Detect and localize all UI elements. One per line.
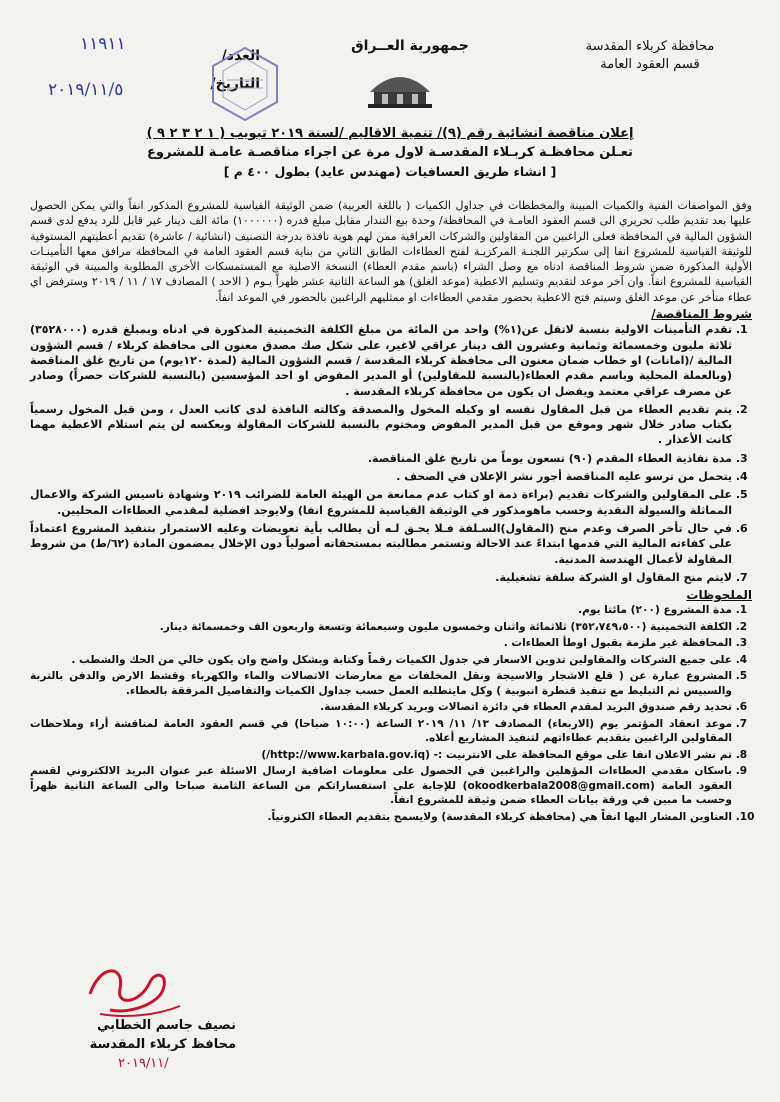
signature-date bbox=[118, 1056, 169, 1071]
number-label: العدد/ bbox=[221, 48, 260, 64]
signature-icon bbox=[70, 944, 190, 1024]
note-item: 8. تم نشر الاعلان انفا على موقع المحافظة على الانترنيت :- (http://www.karbala.gov.iq/) bbox=[30, 748, 732, 763]
date-value: ٢٠١٩/١١/٥ bbox=[48, 80, 124, 100]
note-item: 2. الكلفة التخمينية (٣٥٢،٧٤٩،٥٠٠) ثلاثمائة واثنان وخمسون مليون وسبعمائة وتسعة واربعون الف وخمسمائة دينار. bbox=[30, 620, 732, 635]
intro-paragraph: وفق المواصفات الفنية والكميات المبينة والمخططات في جداول الكميات ( باللغة العربية) ضمن الوثيقة القياسية للمشروع المذكور انفاً والتي يمكن الحصول عليها بعد تقديم طلب تحريري الى قسم العقود العامـة في المحافظة/ وحدة بيع التندار مقابل مبلغ قدره (١٠٠٠٠٠٠) مائة الف دينار غير قابل للرد يدفع لدى قسم الشؤون المالية في المحافظة فعلى الراغبين من المقاولين والشركات العراقية ممن لهم هوية نافذة بدرجة التصنيف (انشائية / عاشرة) تقديم أعطيتهم المستوفية للوثيقة القياسية للمشروع انفا إلى سكرتير اللجنـة المركزيـة لفتح العطاءات الطابق الثاني من بناية قسم العقود العامة في المحافظة مرافق معها التأمينـات الأولية المذكورة ضمن شروط المناقصة ادناه مع وصل الشراء (باسم مقدم العطاء) النسخة الاصلية مع المستمسكات الأخرى المطلوبة والمبينة في الوثيقة القياسية للمشروع انفاً. وان آخر موعد لتقديم وتسليم الاعطية (موعد الغلق) هو الساعة الثانية عشر ظهراً يـوم ( الاحد ) المصادف ١٧ / ١١ / ٢٠١٩ وسترفض اي عطاء متأخر عن موعد الغلق وسيتم فتح الاعطية بحضور مقدمي العطاءات او ممثليهم الراغبين بالحضور في الموعد انفاً. bbox=[30, 199, 752, 304]
condition-item: 3. مدة نفاذية العطاء المقدم (٩٠) تسعون يوماً من تاريخ غلق المناقصة. bbox=[30, 451, 732, 466]
announcement-titles bbox=[30, 124, 750, 181]
issuer-block bbox=[550, 38, 750, 74]
note-item: 5. المشروع عبارة عن ( قلع الاشجار والاسيجة ونقل المخلفات مع معارضات الاتصالات والماء والكهرباء وقشط الارض والدفن بالتربة والسبيس ثم التبليط مع تنفيذ قنطرة انبوبية ) وكل مايتطلبه العمل حسب جداول الكميات والتفاصيل المرفقة بالعطاء. bbox=[30, 669, 732, 698]
date-label: التاريخ/ bbox=[210, 76, 260, 92]
note-item: 1. مدة المشروع (٢٠٠) مائتا يوم. bbox=[30, 603, 732, 618]
signatory-title: محافظ كربلاء المقدسة bbox=[89, 1037, 236, 1052]
signature-block bbox=[36, 1016, 236, 1054]
announcement-intro: تعـلن محافظـة كربـلاء المقدسـة لاول مرة عن اجراء مناقصـة عامـة للمشروع bbox=[147, 145, 633, 160]
note-item: 4. على جميع الشركات والمقاولين تدوين الاسعار في جدول الكميات رقماً وكتابة وبشكل واضح وان يكون خالي من الحك والشطب . bbox=[30, 653, 732, 668]
signatory-name: نصيف جاسم الخطابي bbox=[96, 1018, 236, 1033]
note-item: 9. باسكان مقدمي العطاءات المؤهلين والراغبين في الحصول على معلومات اضافية ارسال الاسئلة عبر عنوان البريد الالكتروني لقسم العقود العامة (okoodkerbala2008@gmail.com) للإجابة على استفساراتكم من الساعة الثامنة صباحا والى الساعة الثانية ظهراً وحسب ما مبين في ورقة بيانات العطاء ضمن وثيقة للمشروع انفاً. bbox=[30, 764, 732, 808]
stamp-icon bbox=[205, 44, 285, 124]
note-item: 3. المحافظة غير ملزمة بقبول اوطأ العطاءات . bbox=[30, 636, 732, 651]
conditions-heading: شروط المناقصة/ bbox=[651, 307, 752, 322]
note-item: 6. تحديد رقم صندوق البريد لمقدم العطاء في دائرة اتصالات وبريد كربلاء المقدسة. bbox=[30, 700, 732, 715]
condition-item: 7. لايتم منح المقاول او الشركة سلفة تشغيلية. bbox=[30, 570, 732, 585]
condition-item: 6. في حال تأخر الصرف وعدم منح (المقاول)السـلفة فـلا يحـق لـه أن يطالب بأية تعويضات وعليه الاستمرار بتنفيذ المشروع اعتماداً على كفاءته المالية التي قدمها ابتداءً عند الاحالة وتستمر مطالبته بمستحقاته أصولياً دون الإخلال بمضمون المادة (٦٢/ط) من شروط المقاولة لأعمال الهندسة المدنية. bbox=[30, 521, 732, 567]
department-name: قسم العقود العامة bbox=[600, 57, 700, 72]
condition-item: 4. يتحمل من ترسو عليه المناقصة أجور نشر الإعلان في الصحف . bbox=[30, 469, 732, 484]
number-value: ١١٩١١ bbox=[80, 34, 126, 54]
emblem-icon bbox=[360, 62, 440, 112]
republic-title: جمهورية العــراق bbox=[351, 38, 469, 54]
condition-item: 5. على المقاولين والشركات تقديم (براءة ذمة او كتاب عدم ممانعة من الهيئة العامة للضرائب ٢٠١٩ وشهادة تاسيس الشركة والاعمال المماثلة والسيولة النقدية وحسب ماهومذكور في الوثيقة القياسية للمشروع انفا) ولايوجد افضلية لمقدمي العطاءات المحليين. bbox=[30, 487, 732, 518]
notes-list bbox=[30, 603, 752, 824]
signature-date-value: ٢٠١٩/١١/ bbox=[118, 1056, 169, 1071]
project-name: [ انشاء طريق العسافيات (مهندس عايد) بطول ٤٠٠ م ] bbox=[223, 164, 557, 179]
note-item: 10. العناوين المشار اليها انفاً هي (محافظة كربلاء المقدسة) ولايسمح بتقديم العطاء الكترونياً. bbox=[30, 810, 732, 825]
announcement-title: إعلان مناقصة انشائية رقم (٩)/ تنمية الاقاليم /لسنة ٢٠١٩ تبويب ( ١ ٢ ٣ ٢ ٩ ) bbox=[146, 126, 634, 141]
governorate-name: محافظة كربلاء المقدسة bbox=[585, 39, 715, 54]
conditions-list bbox=[30, 322, 752, 585]
notes-heading: الملحوظات bbox=[686, 588, 752, 603]
condition-item: 2. يتم تقديم العطاء من قبل المقاول نفسه او وكيله المخول والمصدقة وكالته النافذة لدى كاتب العدل ، ومن قبل المخول رسمياً بكتاب صادر خلال شهر وموقع من قبل المدير المفوض ومختوم بالنسبة للشركات المقاولة وبعكسه لن يتم استلام الاعطية مهما كانت الأعذار . bbox=[30, 402, 732, 448]
condition-item: 1. تقدم التأمينات الاولية بنسبة لاتقل عن(١%) واحد من المائة من مبلغ الكلفة التخمينية المذكورة في ادناه وبمبلغ قدره (٣٥٢٨٠٠٠) ثلاثة مليون وخمسمائة وثمانية وعشرون الف دينار عراقي لاغير، على شكل صك مصدق معنون الى محافظة كربلاء / قسم الشؤون المالية /(امانات) او خطاب ضمان معنون الى محافظة كربلاء المقدسة / قسم الشؤون المالية (لمدة ١٢٠يوم) من تاريخ غلق المناقصة (وبالعملة المحلية وباسم مقدم العطاء(بالنسبة للمقاولين) أو المدير المفوض او احد المؤسسين (بالنسبة للشركات حصراً) وصادر عن مصرف عراقي معتمد ويفضل ان يكون من محافظة كربلاء المقدسة . bbox=[30, 322, 732, 398]
document-body bbox=[30, 198, 752, 826]
note-item: 7. موعد انعقاد المؤتمر يوم (الاربعاء) المصادف ١٣/ ١١/ ٢٠١٩ الساعة (١٠:٠٠ صباحا) في قسم العقود العامة لمناقشة أراء وملاحظات المقاولين الراغبين بتقديم عطاءاتهم لتنفيذ المشاريع أعلاه. bbox=[30, 717, 732, 746]
